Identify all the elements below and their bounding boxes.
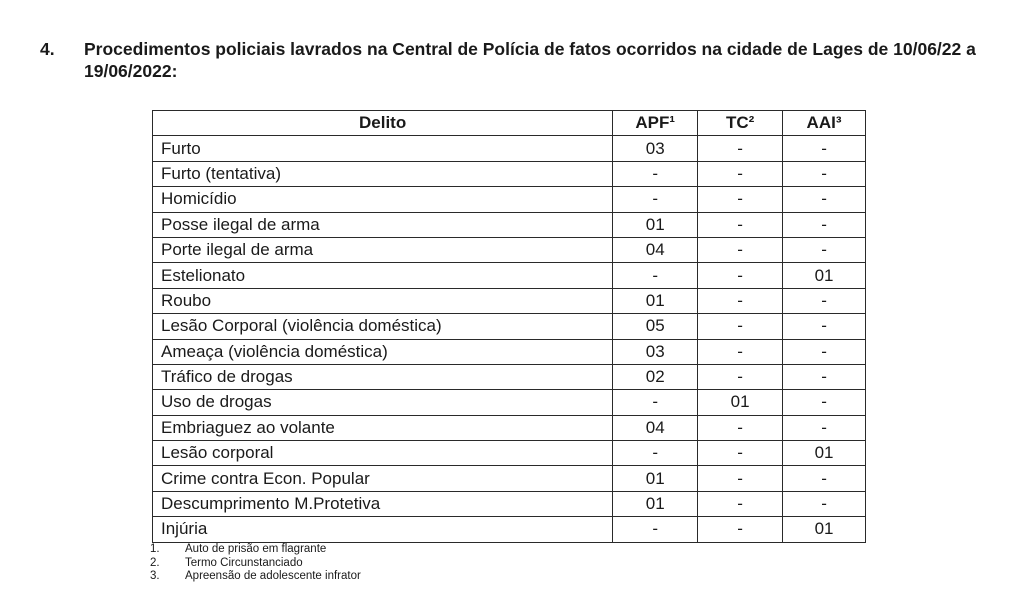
table-row xyxy=(153,288,866,313)
cell-aai: - xyxy=(783,237,866,262)
cell-delito: Furto xyxy=(153,136,613,161)
table-row xyxy=(153,441,866,466)
footnote-text: Auto de prisão em flagrante xyxy=(185,543,327,555)
cell-apf: - xyxy=(613,187,698,212)
cell-delito: Tráfico de drogas xyxy=(153,364,613,389)
cell-tc: - xyxy=(698,212,783,237)
cell-delito: Descumprimento M.Protetiva xyxy=(153,491,613,516)
footnote-number: 2. xyxy=(150,556,160,569)
header-delito: Delito xyxy=(153,111,613,136)
cell-aai: - xyxy=(783,415,866,440)
cell-apf: 03 xyxy=(613,339,698,364)
table-row xyxy=(153,390,866,415)
section-title: Procedimentos policiais lavrados na Central de Polícia de fatos ocorridos na cidade de Lages de 10/06/22 a 19/06/2022: xyxy=(84,39,976,81)
cell-aai: - xyxy=(783,288,866,313)
section-heading xyxy=(40,38,1000,82)
cell-delito: Uso de drogas xyxy=(153,390,613,415)
cell-tc: - xyxy=(698,288,783,313)
cell-delito: Embriaguez ao volante xyxy=(153,415,613,440)
cell-tc: - xyxy=(698,263,783,288)
header-aai: AAI³ xyxy=(783,111,866,136)
footnote-number: 1. xyxy=(150,543,160,555)
table-row xyxy=(153,161,866,186)
cell-apf: - xyxy=(613,390,698,415)
cell-tc: - xyxy=(698,136,783,161)
table-row xyxy=(153,187,866,212)
footnote-number: 3. xyxy=(150,570,160,582)
cell-aai: - xyxy=(783,466,866,491)
cell-aai: 01 xyxy=(783,441,866,466)
cell-apf: 02 xyxy=(613,364,698,389)
cell-delito: Injúria xyxy=(153,517,613,542)
cell-apf: 01 xyxy=(613,212,698,237)
cell-aai: - xyxy=(783,187,866,212)
table-header-row xyxy=(153,111,866,136)
footnote-text: Termo Circunstanciado xyxy=(185,556,303,569)
table-row xyxy=(153,136,866,161)
cell-apf: 01 xyxy=(613,466,698,491)
cell-tc: - xyxy=(698,237,783,262)
table-row xyxy=(153,237,866,262)
cell-delito: Estelionato xyxy=(153,263,613,288)
cell-aai: - xyxy=(783,161,866,186)
cell-aai: 01 xyxy=(783,517,866,542)
header-apf: APF¹ xyxy=(613,111,698,136)
cell-apf: - xyxy=(613,161,698,186)
cell-tc: - xyxy=(698,187,783,212)
cell-apf: - xyxy=(613,263,698,288)
cell-tc: - xyxy=(698,364,783,389)
cell-aai: - xyxy=(783,339,866,364)
cell-apf: 01 xyxy=(613,288,698,313)
cell-apf: 03 xyxy=(613,136,698,161)
cell-aai: - xyxy=(783,136,866,161)
cell-delito: Lesão corporal xyxy=(153,441,613,466)
cell-delito: Crime contra Econ. Popular xyxy=(153,466,613,491)
footnotes xyxy=(150,543,361,584)
table-body xyxy=(153,136,866,542)
cell-delito: Posse ilegal de arma xyxy=(153,212,613,237)
cell-delito: Porte ilegal de arma xyxy=(153,237,613,262)
results-table xyxy=(152,110,866,543)
footnote-text: Apreensão de adolescente infrator xyxy=(185,570,361,582)
cell-aai: 01 xyxy=(783,263,866,288)
cell-tc: - xyxy=(698,441,783,466)
cell-tc: - xyxy=(698,415,783,440)
cell-apf: 04 xyxy=(613,237,698,262)
cell-delito: Ameaça (violência doméstica) xyxy=(153,339,613,364)
cell-aai: - xyxy=(783,491,866,516)
cell-aai: - xyxy=(783,364,866,389)
cell-tc: - xyxy=(698,314,783,339)
cell-tc: - xyxy=(698,161,783,186)
footnote-2 xyxy=(150,557,361,571)
cell-tc: - xyxy=(698,339,783,364)
results-table-container xyxy=(152,110,866,543)
cell-apf: 01 xyxy=(613,491,698,516)
cell-delito: Furto (tentativa) xyxy=(153,161,613,186)
table-row xyxy=(153,517,866,542)
cell-tc: - xyxy=(698,491,783,516)
table-row xyxy=(153,314,866,339)
cell-apf: - xyxy=(613,517,698,542)
table-row xyxy=(153,415,866,440)
cell-apf: - xyxy=(613,441,698,466)
table-row xyxy=(153,466,866,491)
cell-delito: Lesão Corporal (violência doméstica) xyxy=(153,314,613,339)
cell-aai: - xyxy=(783,314,866,339)
table-row xyxy=(153,364,866,389)
table-row xyxy=(153,212,866,237)
section-number: 4. xyxy=(40,39,55,59)
table-row xyxy=(153,263,866,288)
footnote-3 xyxy=(150,570,361,584)
cell-tc: - xyxy=(698,466,783,491)
cell-apf: 05 xyxy=(613,314,698,339)
cell-aai: - xyxy=(783,212,866,237)
table-row xyxy=(153,339,866,364)
cell-apf: 04 xyxy=(613,415,698,440)
cell-aai: - xyxy=(783,390,866,415)
cell-delito: Roubo xyxy=(153,288,613,313)
header-tc: TC² xyxy=(698,111,783,136)
cell-tc: - xyxy=(698,517,783,542)
table-row xyxy=(153,491,866,516)
footnote-1 xyxy=(150,543,361,557)
cell-delito: Homicídio xyxy=(153,187,613,212)
cell-tc: 01 xyxy=(698,390,783,415)
